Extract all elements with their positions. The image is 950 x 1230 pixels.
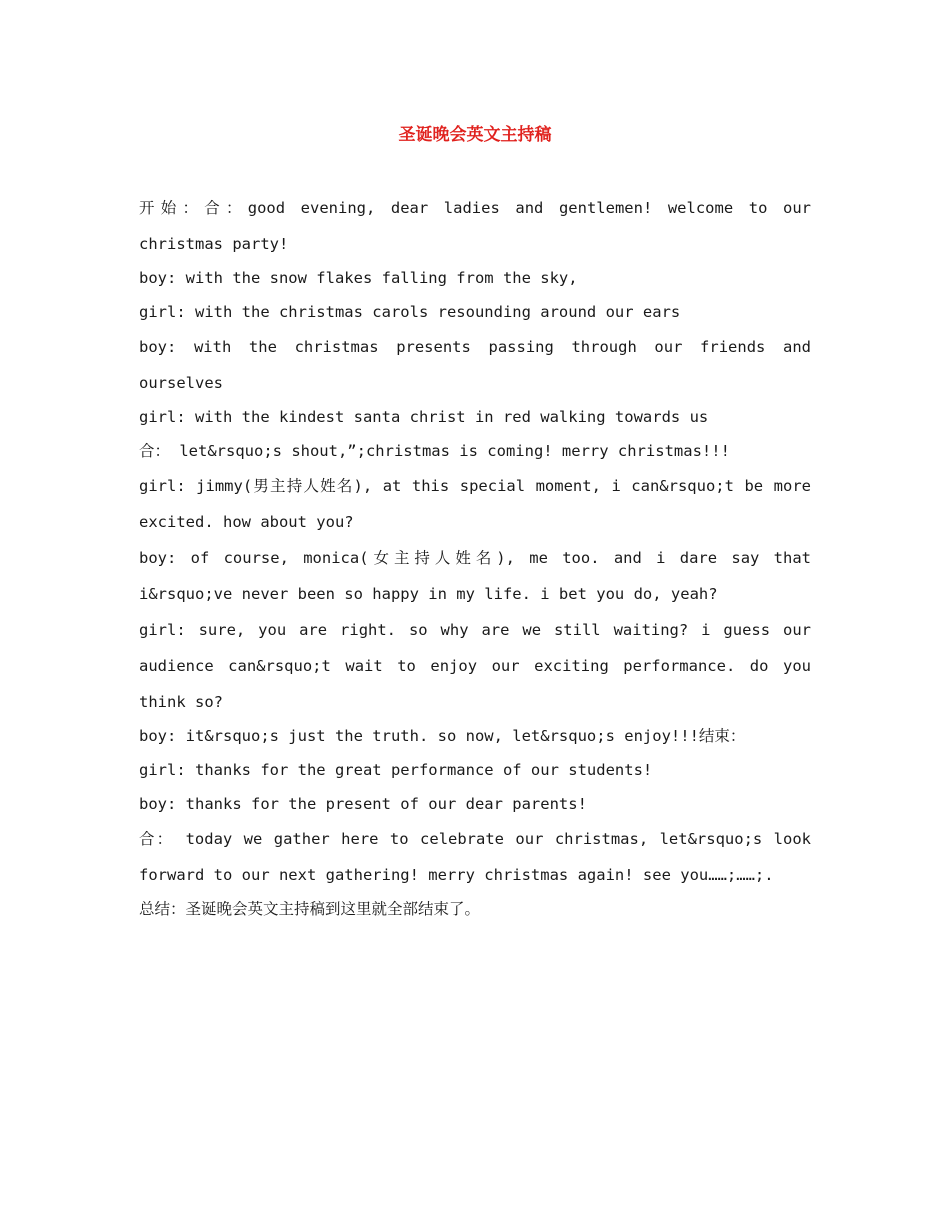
paragraph-girl-4: girl: sure, you are right. so why are we still waiting? i guess our audience can&rsquo;t wait to enjoy our exciting performance. do you think so? [139, 621, 811, 712]
paragraph-summary: 总结：圣诞晚会英文主持稿到这里就全部结束了。 [139, 900, 481, 919]
document-body [139, 190, 811, 927]
paragraph-girl-1: girl: with the christmas carols resounding around our ears [139, 302, 681, 321]
paragraph-girl-3: girl: jimmy(男主持人姓名), at this special moment, i can&rsquo;t be more excited. how about you? [139, 477, 811, 532]
paragraph-boy-3: boy: of course, monica(女主持人姓名), me too. and i dare say that i&rsquo;ve never been so happy in my life. i bet you do, yeah? [139, 549, 811, 604]
paragraph-together-1: 合： let&rsquo;s shout,”;christmas is coming! merry christmas!!! [139, 441, 730, 460]
paragraph-girl-2: girl: with the kindest santa christ in red walking towards us [139, 408, 709, 427]
paragraph-boy-1: boy: with the snow flakes falling from the sky, [139, 269, 578, 287]
paragraph-opening: 开始：合：good evening, dear ladies and gentlemen! welcome to our christmas party! [139, 199, 811, 253]
paragraph-boy-4: boy: it&rsquo;s just the truth. so now, let&rsquo;s enjoy!!!结束： [139, 727, 746, 746]
paragraph-boy-5: boy: thanks for the present of our dear parents! [139, 794, 587, 813]
paragraph-together-2: 合： today we gather here to celebrate our christmas, let&rsquo;s look forward to our next gathering! merry christmas again! see you……;……;. [139, 830, 811, 885]
document-title: 圣诞晚会英文主持稿 [398, 125, 552, 145]
paragraph-boy-2: boy: with the christmas presents passing through our friends and ourselves [139, 338, 811, 393]
paragraph-girl-5: girl: thanks for the great performance of our students! [139, 760, 653, 779]
